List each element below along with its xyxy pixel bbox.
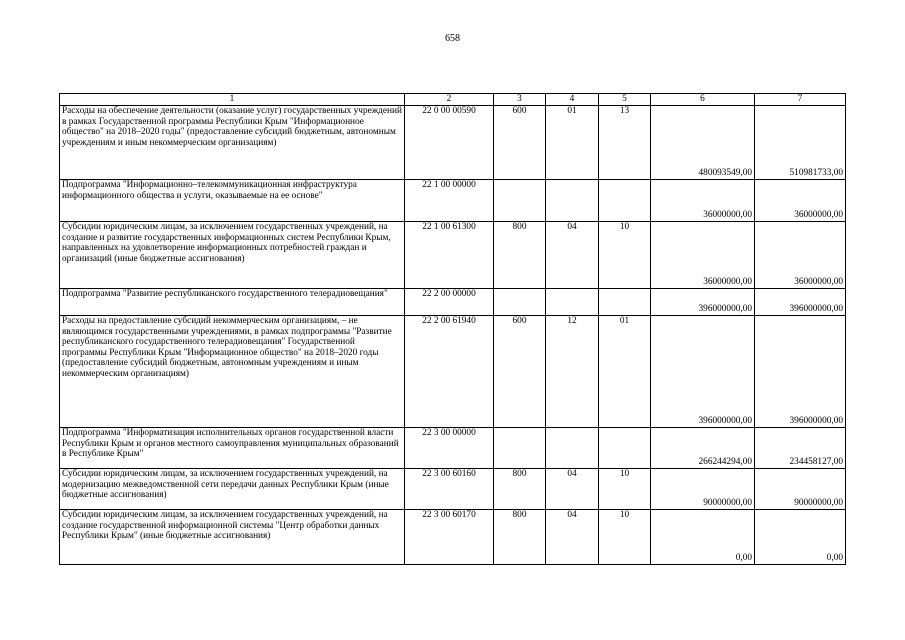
row-vr [494,428,546,469]
table-row [60,289,846,316]
row-name: Подпрограмма "Развитие республиканского государственного телерадиовещания" [60,289,405,316]
table-row [60,222,846,289]
row-pr [599,180,651,222]
row-pr: 10 [599,510,651,565]
row-name: Субсидии юридическим лицам, за исключением государственных учреждений, на модернизацию межведомственной сети передачи данных Республики Крым (иные бюджетные ассигнования) [60,469,405,510]
row-name: Расходы на предоставление субсидий некоммерческим организациям, – не являющимся государственными учреждениями, в рамках подпрограммы "Развитие республиканского государственного телерадиовещания" Государственной программы Республики Крым "Информационное общество" на 2018–2020 годы (предоставление субсидий бюджетным, автономным учреждениям и иным некоммерческим организациям) [60,316,405,428]
row-code: 22 2 00 00000 [405,289,494,316]
row-pr [599,289,651,316]
row-sum-2: 396000000,00 [755,289,846,316]
row-name: Подпрограмма "Информатизация исполнительных органов государственной власти Республики Крым и органов местного самоуправления муниципальных образований в Республике Крым" [60,428,405,469]
column-header: 1 [60,94,405,106]
row-vr [494,180,546,222]
row-sum-2: 510981733,00 [755,106,846,180]
row-code: 22 3 00 60160 [405,469,494,510]
row-pr [599,428,651,469]
row-sum-1: 396000000,00 [651,289,755,316]
row-sum-1: 0,00 [651,510,755,565]
row-vr: 600 [494,316,546,428]
row-pr: 01 [599,316,651,428]
table-header-row [60,94,846,106]
row-rz [546,180,599,222]
row-sum-1: 90000000,00 [651,469,755,510]
column-header: 5 [599,94,651,106]
row-rz: 04 [546,469,599,510]
row-sum-2: 0,00 [755,510,846,565]
table-row [60,428,846,469]
row-code: 22 1 00 00000 [405,180,494,222]
row-code: 22 3 00 60170 [405,510,494,565]
page-number: 658 [445,33,460,44]
row-vr: 800 [494,222,546,289]
row-sum-1: 36000000,00 [651,180,755,222]
row-rz: 04 [546,510,599,565]
column-header: 2 [405,94,494,106]
row-sum-1: 266244294,00 [651,428,755,469]
row-sum-2: 90000000,00 [755,469,846,510]
row-rz: 04 [546,222,599,289]
row-rz: 01 [546,106,599,180]
row-sum-2: 234458127,00 [755,428,846,469]
row-name: Подпрограмма "Информационно–телекоммуникационная инфраструктура информационного общества и услуги, оказываемые на ее основе" [60,180,405,222]
row-pr: 13 [599,106,651,180]
row-code: 22 2 00 61940 [405,316,494,428]
row-name: Расходы на обеспечение деятельности (оказание услуг) государственных учреждений в рамках Государственной программы Республики Крым "Информационное общество" на 2018–2020 годы" (предоставление субсидий бюджетным, автономным учреждениям и иным некоммерческим организациям) [60,106,405,180]
row-pr: 10 [599,222,651,289]
row-vr [494,289,546,316]
table-row [60,180,846,222]
column-header: 3 [494,94,546,106]
row-sum-1: 396000000,00 [651,316,755,428]
row-pr: 10 [599,469,651,510]
table-row [60,106,846,180]
column-header: 7 [755,94,846,106]
table-row [60,510,846,565]
table-row [60,316,846,428]
row-code: 22 1 00 61300 [405,222,494,289]
row-name: Субсидии юридическим лицам, за исключением государственных учреждений, на создание и развитие государственных информационных систем Республики Крым, направленных на удовлетворение информационных потребностей граждан и организаций (иные бюджетные ассигнования) [60,222,405,289]
row-vr: 600 [494,106,546,180]
row-code: 22 3 00 00000 [405,428,494,469]
row-code: 22 0 00 00590 [405,106,494,180]
row-rz [546,289,599,316]
row-vr: 800 [494,510,546,565]
row-sum-2: 396000000,00 [755,316,846,428]
column-header: 6 [651,94,755,106]
budget-table [59,93,846,565]
table-row [60,469,846,510]
row-rz: 12 [546,316,599,428]
row-name: Субсидии юридическим лицам, за исключением государственных учреждений, на создание государственной информационной системы "Центр обработки данных Республики Крым" (иные бюджетные ассигнования) [60,510,405,565]
row-rz [546,428,599,469]
column-header: 4 [546,94,599,106]
row-sum-1: 480093549,00 [651,106,755,180]
row-sum-2: 36000000,00 [755,180,846,222]
row-sum-2: 36000000,00 [755,222,846,289]
row-sum-1: 36000000,00 [651,222,755,289]
row-vr: 800 [494,469,546,510]
